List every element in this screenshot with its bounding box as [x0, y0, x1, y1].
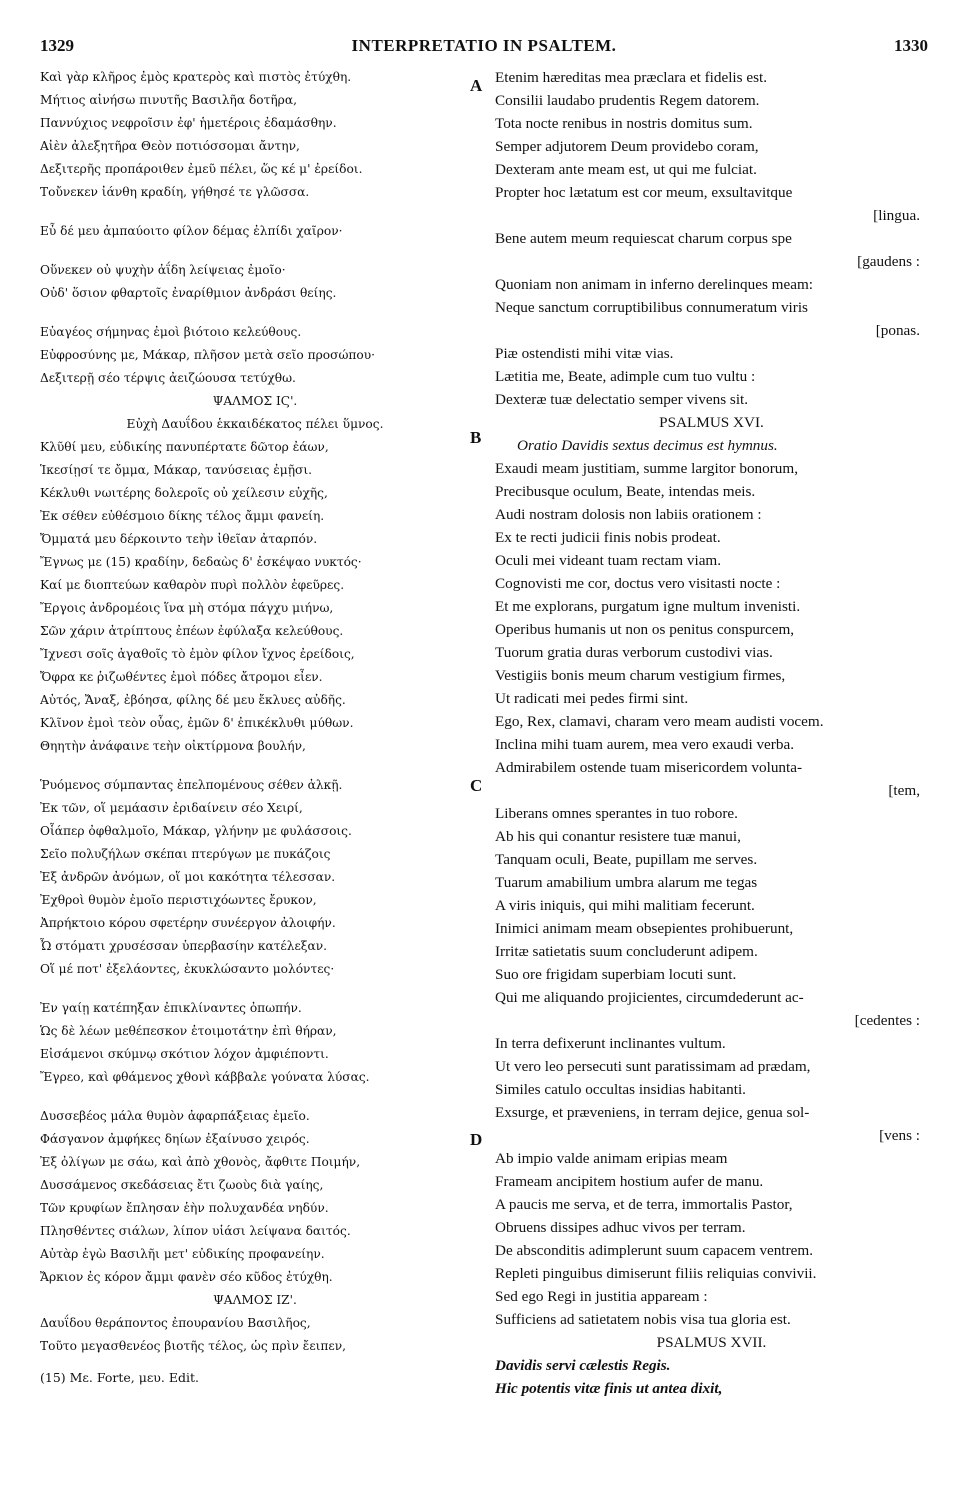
- greek-line: Ὡς δὲ λέων μεθέπεσκον ἑτοιμοτάτην ἐπὶ θήραν,: [40, 1024, 337, 1038]
- greek-line: Δεξιτερῆς προπάροιθεν ἐμεῦ πέλει, ὥς κέ μ' ἐρείδοι.: [40, 162, 363, 176]
- greek-line: Εὐαγέος σήμηνας ἐμοὶ βιότοιο κελεύθους.: [40, 325, 302, 339]
- running-title: INTERPRETATIO IN PSALTEM.: [351, 36, 617, 55]
- psalm-heading-latin: PSALMUS XVII.: [656, 1334, 767, 1351]
- greek-line: Ἔγνως με (15) κραδίην, δεδαὼς δ' ἐσκέψαο νυκτός·: [40, 555, 362, 569]
- page-number-right: 1330: [894, 36, 928, 55]
- greek-line: Οἷάπερ ὀφθαλμοῖο, Μάκαρ, γλήνην με φυλάσσοις.: [40, 824, 352, 838]
- greek-line: Ὄφρα κε ῥιζωθέντες ἐμοὶ πόδες ἄτρομοι εἶεν.: [40, 670, 323, 684]
- psalm-subtitle-latin: Oratio Davidis sextus decimus est hymnus.: [517, 437, 778, 454]
- greek-line: Ἀπρήκτοιο κόρου σφετέρην συνέεργον ἀλοιφήν.: [40, 916, 336, 930]
- greek-line: Σῶν χάριν ἀτρίπτους ἐπέων ἐφύλαξα κελεύθους.: [40, 624, 344, 638]
- latin-line-continuation: [ponas.: [875, 322, 920, 339]
- latin-line: Dexteræ tuæ delectatio semper vivens sit.: [495, 391, 749, 408]
- latin-line: Ex te recti judicii finis nobis prodeat.: [495, 529, 721, 546]
- latin-line-continuation: [tem,: [888, 782, 920, 799]
- greek-line: Ἐκ σέθεν εὐθέσμοιο δίκης τέλος ἄμμι φανείη.: [40, 509, 325, 523]
- greek-line: Καὶ γὰρ κλῆρος ἐμὸς κρατερὸς καὶ πιστὸς ἐτύχθη.: [40, 70, 352, 84]
- latin-line: A paucis me serva, et de terra, immortalis Pastor,: [495, 1196, 793, 1213]
- latin-line: Et me explorans, purgatum igne multum invenisti.: [495, 598, 801, 615]
- latin-line: Ab his qui conantur resistere tuæ manui,: [495, 828, 741, 845]
- latin-line: Lætitia me, Beate, adimple cum tuo vultu :: [495, 368, 756, 385]
- latin-line: Sed ego Regi in justitia appaream :: [495, 1288, 708, 1305]
- greek-line: Δεξιτερῇ σέο τέρψις ἀειζώουσα τετύχθω.: [40, 371, 296, 385]
- latin-line: Obruens dissipes adhuc vivos per terram.: [495, 1219, 746, 1236]
- greek-line: Καί με διοπτεύων καθαρὸν πυρὶ πολλὸν ἐφεῦρες.: [40, 578, 345, 592]
- latin-line: Neque sanctum corruptibilibus connumeratum viris: [495, 299, 808, 316]
- latin-line-continuation: [cedentes :: [854, 1012, 920, 1029]
- greek-line: Αὐτὰρ ἐγὼ Βασιλῆι μετ' εὐδικίης προφανείην.: [40, 1247, 325, 1261]
- latin-line: Ut vero leo persecuti sunt paratissimam ad prædam,: [495, 1058, 811, 1075]
- greek-line: Δυσσάμενος σκεδάσειας ἔτι ζωοὺς διὰ γαίης,: [40, 1178, 324, 1192]
- greek-line: Ἐν γαίῃ κατέπηξαν ἐπικλίναντες ὀπωπήν.: [40, 1001, 302, 1015]
- greek-line: Τοὔνεκεν ἰάνθη κραδίη, γήθησέ τε γλῶσσα.: [40, 185, 310, 199]
- greek-line: Φάσγανον ἀμφήκες δηίων ἐξαίνυσο χειρός.: [40, 1132, 310, 1146]
- latin-line: Tota nocte renibus in nostris domitus sum.: [495, 115, 753, 132]
- latin-line: Inimici animam meam obsepientes prohibuerunt,: [495, 920, 794, 937]
- greek-line: Οὐδ' ὅσιον φθαρτοῖς ἐναρίθμιον ἀνδράσι θείης.: [40, 286, 337, 300]
- latin-line: Audi nostram dolosis non labiis orationem :: [495, 506, 762, 523]
- greek-line: Δυσσεβέος μάλα θυμὸν ἀφαρπάξειας ἐμεῖο.: [40, 1109, 310, 1123]
- latin-line: Irritæ satietatis suum concluderunt adipem.: [495, 943, 758, 960]
- psalm-subtitle-latin: Hic potentis vitæ finis ut antea dixit,: [495, 1380, 723, 1397]
- greek-line: Οἵ μέ ποτ' ἐξελάοντες, ἐκυκλώσαντο μολόντες·: [40, 962, 335, 976]
- greek-line: Ὄμματά μευ δέρκοιντο τεὴν ἰθεῖαν ἀταρπόν.: [40, 532, 318, 546]
- greek-line: Εὖ δέ μευ ἀμπαύοιτο φίλον δέμας ἐλπίδι χαῖρον·: [40, 224, 343, 238]
- greek-line: Δαυΐδου θεράποντος ἐπουρανίου Βασιλῆος,: [40, 1316, 311, 1330]
- latin-line-continuation: [lingua.: [873, 207, 920, 224]
- greek-line: Σεῖο πολυζήλων σκέπαι πτερύγων με πυκάζοις: [40, 847, 331, 861]
- greek-line: Ἐκ τῶν, οἵ μεμάασιν ἐριδαίνειν σέο Χειρί,: [40, 801, 303, 815]
- psalm-subtitle-latin: Davidis servi cælestis Regis.: [495, 1357, 671, 1374]
- latin-line: In terra defixerunt inclinantes vultum.: [495, 1035, 726, 1052]
- latin-line: Vestigiis bonis meum charum vestigium firmes,: [495, 667, 786, 684]
- latin-line: Liberans omnes sperantes in tuo robore.: [495, 805, 738, 822]
- psalm-heading-greek: ΨΑΛΜΟΣ ΙϚ'.: [212, 394, 298, 408]
- greek-line: Ἔγρεο, καὶ φθάμενος χθονὶ κάββαλε γούνατα λύσας.: [40, 1070, 370, 1084]
- greek-line: Κλῦθί μευ, εὐδικίης πανυπέρτατε δῶτορ ἐάων,: [40, 440, 329, 454]
- psalm-heading-greek: ΨΑΛΜΟΣ ΙΖ'.: [213, 1293, 297, 1307]
- greek-line: Ὦ στόματι χρυσέσσαν ὑπερβασίην κατέλεξαν.: [40, 939, 328, 953]
- greek-line: Τοῦτο μεγασθενέος βιοτῆς τέλος, ὡς πρὶν ἔειπεν,: [40, 1339, 347, 1353]
- latin-line-continuation: [vens :: [879, 1127, 920, 1144]
- greek-line: Αἰὲν ἀλεξητῆρα Θεὸν ποτιόσσομαι ἄντην,: [40, 139, 300, 153]
- latin-line: Admirabilem ostende tuam misericordem volunta-: [495, 759, 803, 776]
- latin-line: Piæ ostendisti mihi vitæ vias.: [495, 345, 674, 362]
- latin-line: Ego, Rex, clamavi, charam vero meam audisti vocem.: [495, 713, 824, 730]
- psalm-subtitle-greek: Εὐχὴ Δαυΐδου ἑκκαιδέκατος πέλει ὕμνος.: [126, 417, 384, 431]
- psalm-heading-latin: PSALMUS XVI.: [659, 414, 764, 431]
- latin-line: Etenim hæreditas mea præclara et fidelis est.: [495, 69, 768, 86]
- latin-line: Dexteram ante meam est, ut qui me fulciat.: [495, 161, 757, 178]
- latin-line: Exaudi meam justitiam, summe largitor bonorum,: [495, 460, 799, 477]
- latin-line: Oculi mei videant tuam rectam viam.: [495, 552, 722, 569]
- greek-column: [40, 66, 470, 1389]
- greek-line: Ἴχνεσι σοῖς ἀγαθοῖς τὸ ἐμὸν φίλον ἴχνος ἐρείδοις,: [40, 647, 355, 661]
- latin-line: Semper adjutorem Deum providebo coram,: [495, 138, 759, 155]
- latin-line: Ab impio valde animam eripias meam: [495, 1150, 728, 1167]
- page-number-left: 1329: [40, 36, 74, 55]
- latin-line: Consilii laudabo prudentis Regem datorem.: [495, 92, 760, 109]
- latin-line: Similes catulo occultas insidias habitanti.: [495, 1081, 746, 1098]
- greek-line: Ἄρκιον ἐς κόρον ἄμμι φανὲν σέο κῦδος ἐτύχθη.: [40, 1270, 333, 1284]
- greek-line: Παννύχιος νεφροῖσιν ἐφ' ἡμετέροις ἐδαμάσθην.: [40, 116, 337, 130]
- greek-line: Μήτιος αἰνήσω πινυτῆς Βασιλῆα δοτῆρα,: [40, 93, 297, 107]
- latin-line: Quoniam non animam in inferno derelinques meam:: [495, 276, 814, 293]
- latin-line-continuation: [gaudens :: [857, 253, 920, 270]
- section-marker-d: D: [470, 1130, 483, 1149]
- greek-line: Κέκλυθι νωιτέρης δολεροῖς οὐ χείλεσιν εὐχῆς,: [40, 486, 328, 500]
- latin-line: Tanquam oculi, Beate, pupillam me serves.: [495, 851, 758, 868]
- greek-line: Οὕνεκεν οὐ ψυχὴν ἀΐδη λείψειας ἐμοῖο·: [40, 263, 286, 277]
- greek-line: Ἐχθροὶ θυμὸν ἐμοῖο περιστιχόωντες ἔρυκον,: [40, 893, 317, 907]
- latin-line: Cognovisti me cor, doctus vero visitasti nocte :: [495, 575, 781, 592]
- latin-column: [495, 66, 928, 1400]
- latin-line: Ut radicati mei pedes firmi sint.: [495, 690, 689, 707]
- greek-line: Εὐφροσύνης με, Μάκαρ, πλῆσον μετὰ σεῖο προσώπου·: [40, 348, 376, 362]
- latin-line: Inclina mihi tuam aurem, mea vero exaudi verba.: [495, 736, 794, 753]
- section-marker-b: B: [470, 428, 482, 447]
- greek-line: Ἔργοις ἀνδρομέοις ἵνα μὴ στόμα πάγχυ μιήνω,: [40, 601, 334, 615]
- section-marker-c: C: [470, 776, 483, 795]
- latin-line: Frameam ancipitem hostium aufer de manu.: [495, 1173, 764, 1190]
- latin-line: Qui me aliquando projicientes, circumdederunt ac-: [495, 989, 804, 1006]
- latin-line: Operibus humanis ut non os penitus conspurcem,: [495, 621, 795, 638]
- latin-line: Sufficiens ad satietatem nobis visa tua gloria est.: [495, 1311, 791, 1328]
- greek-line: Θηητὴν ἀνάφαινε τεὴν οἰκτίρμονα βουλήν,: [40, 739, 306, 753]
- section-marker-a: A: [470, 76, 483, 95]
- greek-line: Αὐτός, Ἄναξ, ἐβόησα, φίλης δέ μευ ἔκλυες αὐδῆς.: [40, 693, 346, 707]
- latin-line: Bene autem meum requiescat charum corpus spe: [495, 230, 792, 247]
- latin-line: Tuarum amabilium umbra alarum me tegas: [495, 874, 758, 891]
- page-header: [40, 30, 928, 70]
- latin-line: Repleti pinguibus dimiserunt filiis reliquias convivii.: [495, 1265, 817, 1282]
- latin-line: De absconditis adimplerunt suum capacem ventrem.: [495, 1242, 813, 1259]
- footnote: (15) Με. Forte, μευ. Edit.: [40, 1370, 199, 1385]
- greek-line: Κλῖνον ἐμοὶ τεὸν οὖας, ἐμῶν δ' ἐπικέκλυθι μύθων.: [40, 716, 354, 730]
- latin-line: Tuorum gratia duras verborum custodivi vias.: [495, 644, 773, 661]
- latin-line: Precibusque oculum, Beate, intendas meis.: [495, 483, 756, 500]
- greek-line: Ἱκεσίῃσί τε ὄμμα, Μάκαρ, τανύσειας ἐμῇσι.: [40, 463, 312, 477]
- latin-line: Suo ore frigidam superbiam locuti sunt.: [495, 966, 737, 983]
- greek-line: Εἰσάμενοι σκύμνῳ σκότιον λόχον ἀμφιέποντι.: [40, 1047, 329, 1061]
- latin-line: Propter hoc lætatum est cor meum, exsultavitque: [495, 184, 793, 201]
- greek-line: Τῶν κρυφίων ἔπλησαν ἑὴν πολυχανδέα νηδύν.: [40, 1201, 329, 1215]
- greek-line: Ἐξ ἀνδρῶν ἀνόμων, οἵ μοι κακότητα τέλεσσαν.: [40, 870, 336, 884]
- greek-line: Ῥυόμενος σύμπαντας ἐπελπομένους σέθεν ἀλκῇ.: [40, 778, 343, 792]
- greek-line: Ἐξ ὀλίγων με σάω, καὶ ἀπὸ χθονὸς, ἄφθιτε Ποιμήν,: [40, 1155, 361, 1169]
- latin-line: Exsurge, et præveniens, in terram dejice, genua sol-: [495, 1104, 810, 1121]
- greek-line: Πλησθέντες σιάλων, λίπον υἱάσι λείψανα δαιτός.: [40, 1224, 351, 1238]
- latin-line: A viris iniquis, qui mihi malitiam fecerunt.: [495, 897, 755, 914]
